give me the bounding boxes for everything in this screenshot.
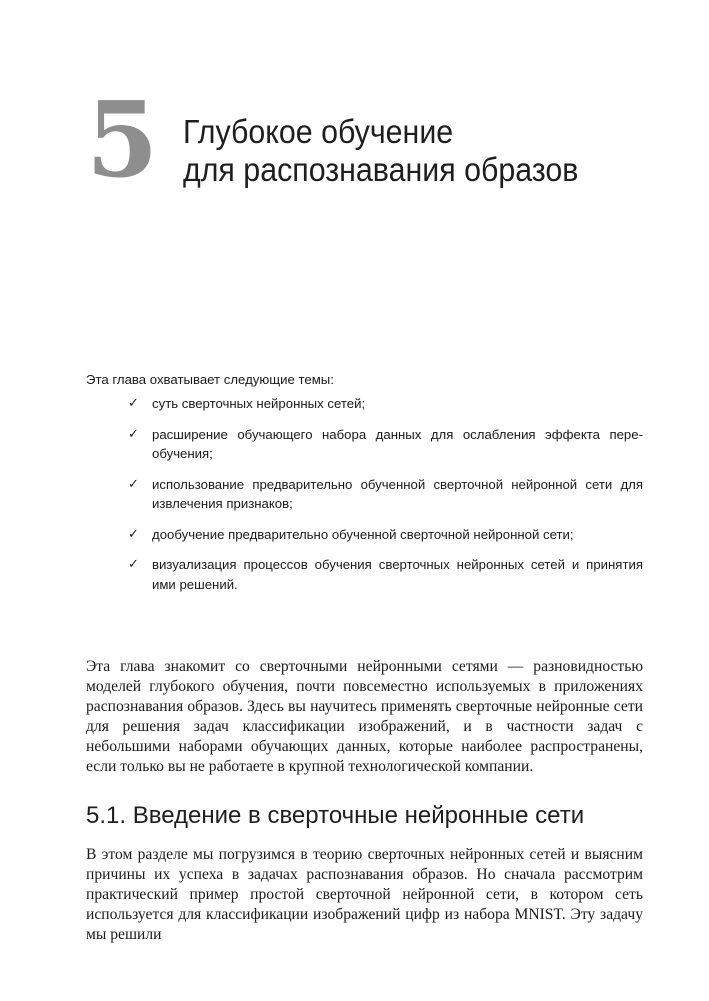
chapter-title-line-1: Глубокое обучение — [183, 113, 454, 150]
section-heading: 5.1. Введение в сверточные нейронные сети — [86, 802, 585, 829]
body-paragraph: В этом разделе мы погрузимся в теорию сверточных нейронных сетей и выясним причины их успеха в задачах распознавания образов. Но сначала рассмотрим практический пример простой сверточной нейронной сети, в котором сеть используется для классификации изображений цифр из набора MNIST. Эту задачу мы решили — [86, 846, 643, 943]
topic-text: суть сверточных нейронных сетей; — [152, 396, 366, 411]
topic-text: расширение обучающего набора данных для ослабления эффекта пере-обучения; — [152, 426, 643, 461]
topic-item — [128, 525, 643, 545]
topic-text: визуализация процессов обучения сверточных нейронных сетей и принятия ими решений. — [152, 557, 643, 592]
topic-item — [128, 425, 643, 464]
chapter-number: 5 — [86, 78, 159, 201]
topic-text: дообучение предварительно обученной сверточной нейронной сети; — [152, 526, 574, 542]
chapter-title-line-2: для распознавания образов — [183, 151, 579, 188]
topics-intro: Эта глава охватывает следующие темы: — [86, 372, 334, 387]
topics-list — [128, 394, 643, 605]
topic-item — [128, 475, 643, 514]
checkmark-icon: ✓ — [128, 526, 139, 542]
checkmark-icon: ✓ — [128, 396, 139, 411]
checkmark-icon: ✓ — [128, 426, 139, 442]
topic-text: использование предварительно обученной сверточной нейронной сети для извлечения признаков; — [152, 476, 643, 511]
checkmark-icon: ✓ — [128, 476, 139, 492]
body-paragraph: Эта глава знакомит со сверточными нейронными сетями — разновидностью моделей глубокого обучения, почти повсеместно используемых в приложениях распознавания образов. Здесь вы научитесь применять сверточные нейронные сети для решения задач классификации изображений, и в частности задач с небольшими наборами обучающих данных, которые наиболее распространены, если только вы не работаете в крупной технологической компании. — [86, 658, 643, 775]
topic-item — [128, 394, 643, 414]
checkmark-icon: ✓ — [128, 557, 139, 572]
chapter-title — [183, 113, 578, 189]
topic-item — [128, 555, 643, 594]
